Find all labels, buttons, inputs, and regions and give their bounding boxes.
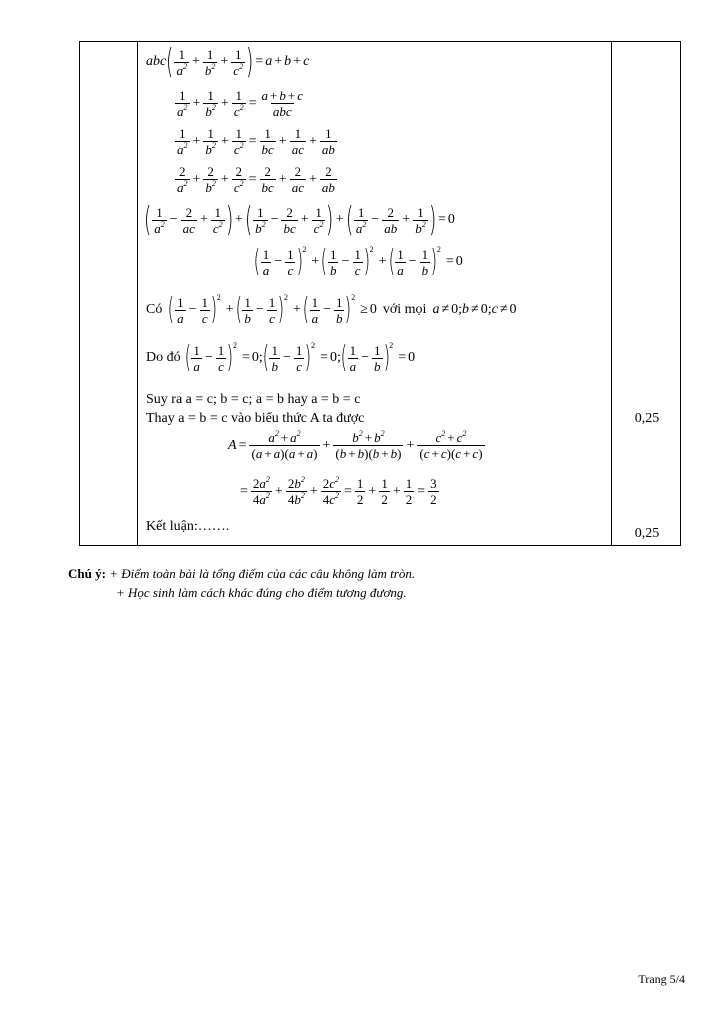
equation-line: $\frac{1}{a^2}$ + $\frac{1}{b^2}$ + $\frac{1}{c^2}$ = $\frac{1}{bc}$ + $\frac{1}{ac}$ + $\frac{1}{ab}$ (177, 126, 335, 157)
equation-line: $\frac{2}{a^2}$ + $\frac{2}{b^2}$ + $\frac{2}{c^2}$ = $\frac{2}{bc}$ + $\frac{2}{ac}$ + $\frac{2}{ab}$ (177, 164, 335, 195)
do-do-label: Do đó (146, 350, 181, 365)
column-divider (137, 42, 138, 545)
answer-table (79, 41, 681, 546)
note-line (68, 566, 415, 582)
substitution-line: Thay a = b = c vào biểu thức A ta được (146, 411, 365, 426)
note-text: + Học sinh làm cách khác đúng cho điểm tương đương. (116, 585, 407, 600)
page-number: Trang 5/4 (638, 972, 685, 986)
equation-line: $\frac{1}{a^2}$ + $\frac{1}{b^2}$ + $\frac{1}{c^2}$ = $\frac{a + b + c}{\text{abc}}$ (177, 88, 303, 119)
score-value: 0,25 (634, 526, 660, 541)
co-label: Có (146, 302, 163, 317)
equation-line: ( $\frac{1}{a^2}$ − $\frac{2}{ac}$ + $\frac{1}{c^2}$ ) + ( $\frac{1}{b^2}$ − $\frac{2}{bc}$ + $\frac{1}{c^2}$ ) + ( $\frac{1}{a^2}$ − $\frac{2}{ab}$ + $\frac{1}{b^2}$ ) = 0 (143, 200, 455, 240)
score-value: 0,25 (634, 411, 660, 426)
conclusion-line: Kết luận:……. (146, 519, 230, 534)
note-line (116, 585, 407, 601)
equation-line: abc ( $\frac{1}{a^2}$ + $\frac{1}{b^2}$ + $\frac{1}{c^2}$ ) = a + b + c (146, 42, 310, 82)
equation-line: ( $\frac{1}{a}$ − $\frac{1}{c}$ ) 2 + ( $\frac{1}{b}$ − $\frac{1}{c}$ ) 2 + ( $\frac{1}{a}$ − $\frac{1}{b}$ ) 2 = 0 (253, 244, 463, 279)
suy-ra-line: Suy ra a = c; b = c; a = b hay a = b = c (146, 392, 361, 407)
condition-label: với mọi (382, 302, 427, 317)
equation-line: = $\frac{2a^2}{4a^2}$ + $\frac{2b^2}{4b^2}$ + $\frac{2c^2}{4c^2}$ = $\frac{1}{2}$ + $\frac{1}{2}$ + $\frac{1}{2}$ = $\frac{3}{2}$ (240, 475, 437, 507)
equation-line: Có ( $\frac{1}{a}$ − $\frac{1}{c}$ ) 2 + ( $\frac{1}{b}$ − $\frac{1}{c}$ ) 2 + ( $\frac{1}{a}$ − $\frac{1}{b}$ ) 2 ≥ 0 với mọi a ≠ 0; b ≠ 0; c ≠ 0 (146, 292, 517, 327)
note-label: Chú ý: (68, 566, 106, 581)
equation-line: A = $\frac{a^2 + a^2}{(a + a)(a + a)}$ + $\frac{b^2 + b^2}{(b + b)(b + b)}$ + $\frac{c^2 + c^2}{(c + c)(c + c)}$ (228, 429, 483, 461)
note-text: + Điểm toàn bài là tổng điểm của các câu không làm tròn. (109, 566, 416, 581)
equation-line: Do đó ( $\frac{1}{a}$ − $\frac{1}{c}$ ) 2 = 0; ( $\frac{1}{b}$ − $\frac{1}{c}$ ) 2 = 0; ( $\frac{1}{a}$ − $\frac{1}{b}$ ) 2 = 0 (146, 340, 416, 375)
solution-cell (144, 42, 612, 545)
